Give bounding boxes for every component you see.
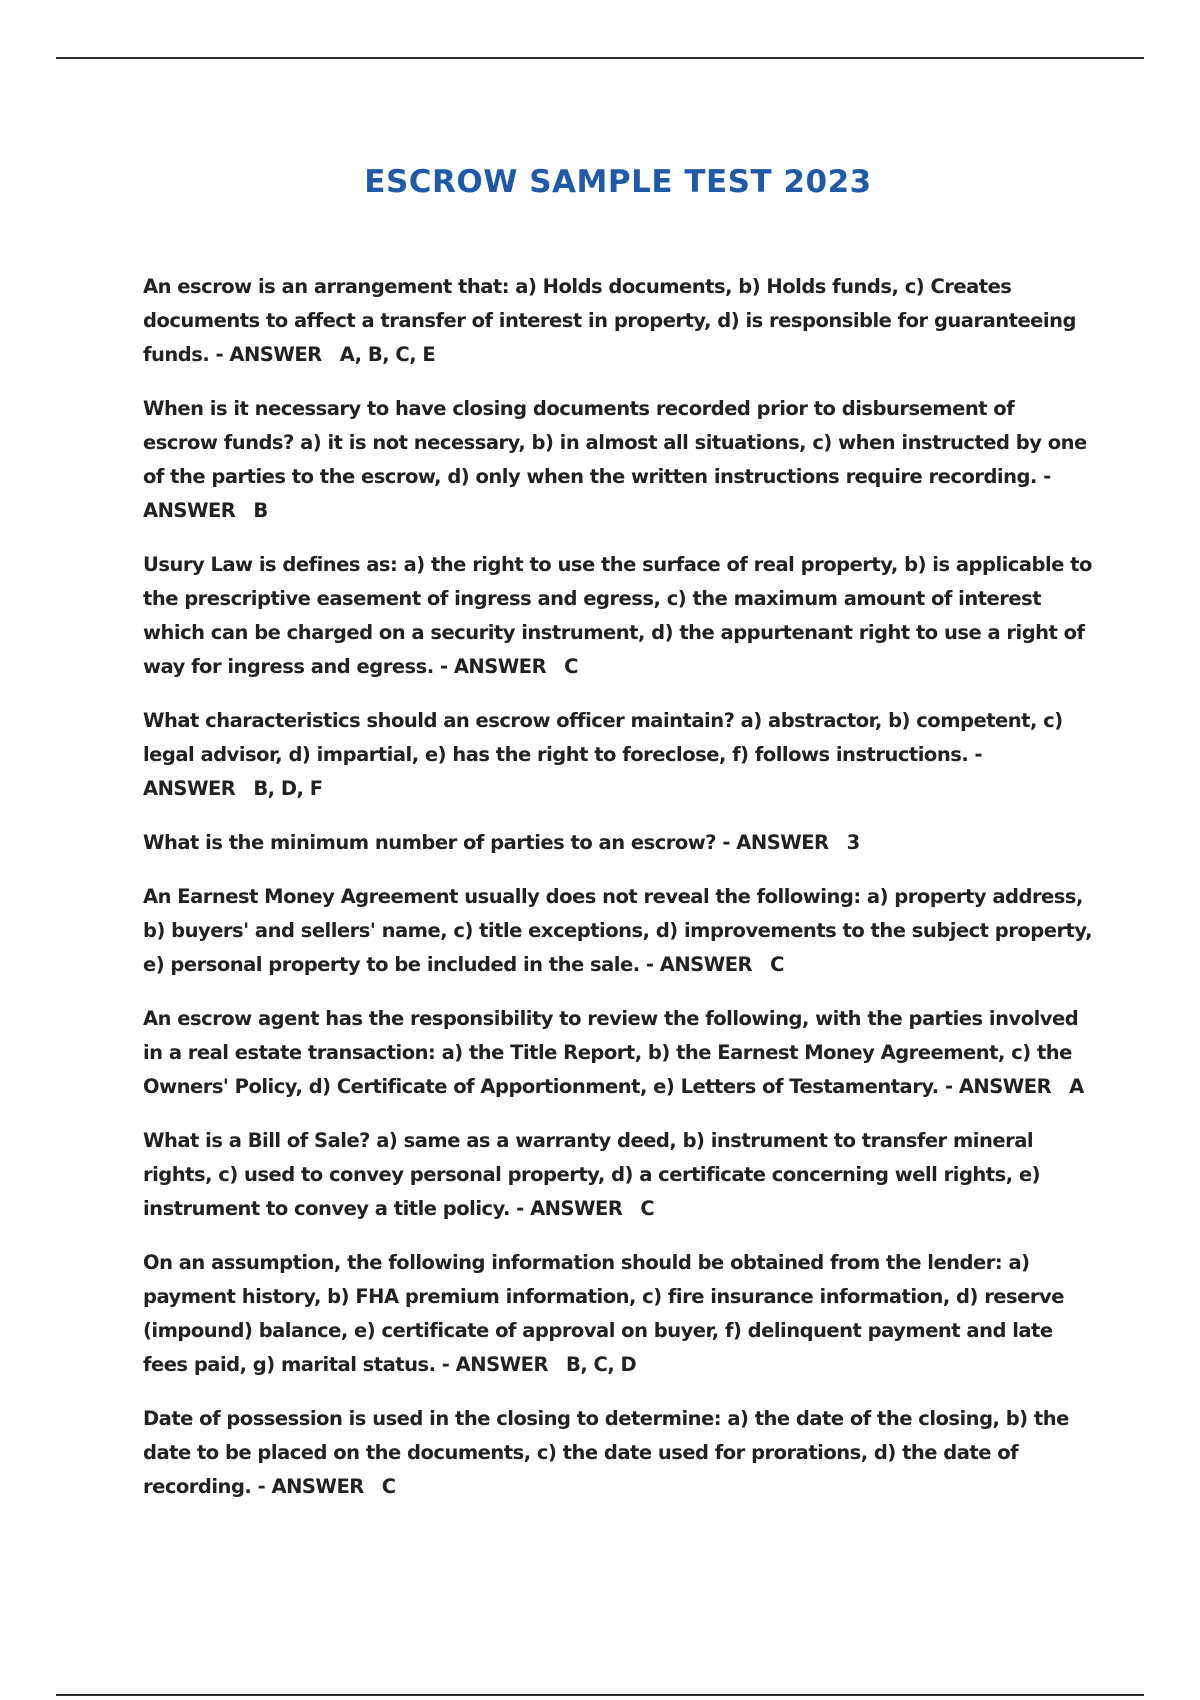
question-text: Date of possession is used in the closing to determine: a) the date of the closing, b) the date to be placed on the documents, c) the date used for prorations, d) the date of recording. - ANSWER: [143, 1407, 1069, 1498]
answer-text: B: [253, 499, 268, 522]
answer-text: A, B, C, E: [339, 343, 436, 366]
qa-item: [143, 1402, 1093, 1504]
question-text: An escrow agent has the responsibility to review the following, with the parties involved in a real estate transaction: a) the Title Report, b) the Earnest Money Agreement, c) the Owners' Policy, d) Certificate of Apportionment, e) Letters of Testamentary. - ANSWER: [143, 1007, 1079, 1098]
bottom-rule: [56, 1694, 1144, 1696]
answer-text: B, D, F: [253, 777, 323, 800]
qa-item: [143, 270, 1093, 372]
question-text: What characteristics should an escrow officer maintain? a) abstractor, b) competent, c) legal advisor, d) impartial, e) has the right to foreclose, f) follows instructions. - ANSWER: [143, 709, 1063, 800]
answer-text: C: [381, 1475, 396, 1498]
question-text: On an assumption, the following information should be obtained from the lender: a) payment history, b) FHA premium information, c) fire insurance information, d) reserve (impound) balance, e) certificate of approval on buyer, f) delinquent payment and late fees paid, g) marital status. - ANSWER: [143, 1251, 1064, 1376]
question-text: When is it necessary to have closing documents recorded prior to disbursement of escrow funds? a) it is not necessary, b) in almost all situations, c) when instructed by one of the parties to the escrow, d) only when the written instructions require recording. - ANSWER: [143, 397, 1087, 522]
question-text: Usury Law is defines as: a) the right to use the surface of real property, b) is applicable to the prescriptive easement of ingress and egress, c) the maximum amount of interest which can be charged on a security instrument, d) the appurtenant right to use a right of way for ingress and egress. - ANSWER: [143, 553, 1092, 678]
top-rule: [56, 57, 1144, 59]
answer-text: A: [1069, 1075, 1084, 1098]
qa-item: [143, 826, 1093, 860]
answer-text: C: [564, 655, 578, 678]
qa-item: [143, 548, 1093, 684]
answer-text: B, C, D: [565, 1353, 637, 1376]
qa-list: [143, 270, 1093, 1524]
answer-text: C: [640, 1197, 655, 1220]
question-text: What is the minimum number of parties to an escrow? - ANSWER: [143, 831, 829, 854]
qa-item: [143, 704, 1093, 806]
qa-item: [143, 1124, 1093, 1226]
document-title: ESCROW SAMPLE TEST 2023: [364, 163, 872, 200]
answer-text: 3: [846, 831, 860, 854]
qa-item: [143, 1246, 1093, 1382]
qa-item: [143, 392, 1093, 528]
question-text: An Earnest Money Agreement usually does not reveal the following: a) property address, b) buyers' and sellers' name, c) title exceptions, d) improvements to the subject property, e) personal property to be included in the sale. - ANSWER: [143, 885, 1092, 976]
question-text: An escrow is an arrangement that: a) Holds documents, b) Holds funds, c) Creates documents to affect a transfer of interest in property, d) is responsible for guaranteeing funds. - ANSWER: [143, 275, 1076, 366]
answer-text: C: [770, 953, 784, 976]
qa-item: [143, 1002, 1093, 1104]
qa-item: [143, 880, 1093, 982]
question-text: What is a Bill of Sale? a) same as a warranty deed, b) instrument to transfer mineral rights, c) used to convey personal property, d) a certificate concerning well rights, e) instrument to convey a title policy. - ANSWER: [143, 1129, 1041, 1220]
